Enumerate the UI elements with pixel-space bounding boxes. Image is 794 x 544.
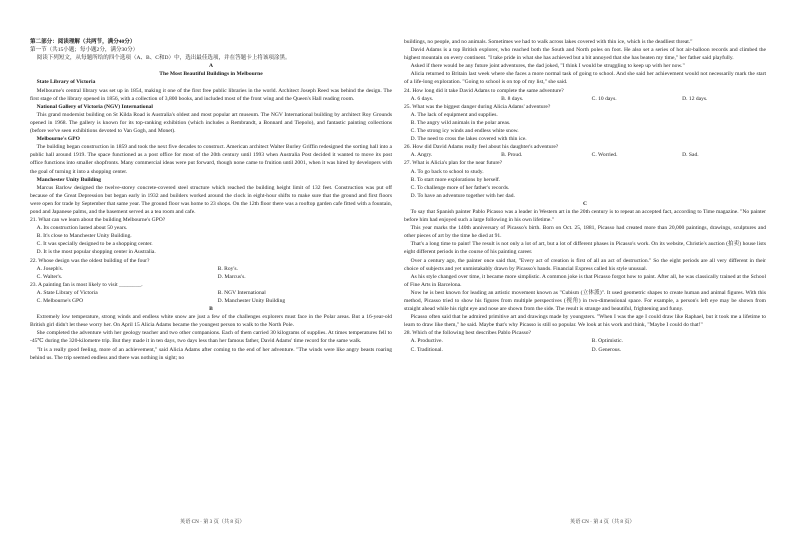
option: A. Angry. xyxy=(410,152,433,159)
option-row xyxy=(404,346,766,354)
option: A. State Library of Victoria xyxy=(36,289,98,296)
option: B. Roy's. xyxy=(217,265,238,272)
option-row xyxy=(30,297,392,305)
passage-paragraph: This year marks the 140th anniversary of Picasso's birth. Born on Oct. 25, 1881, Picasso had created more than 20,000 paintings, drawings, sculptures and other pieces of art by the time he died at 91. xyxy=(404,225,766,240)
option-row xyxy=(404,95,766,103)
right-column xyxy=(404,38,766,354)
passage-paragraph: Picasso often said that he admired primitive art and drawings made by youngsters. "When I was the age I could draw like Raphael, but it took me a lifetime to learn to draw like them," he said. Maybe that's why Picasso is still so popular. We look at his work and think, "Maybe I could do that!" xyxy=(404,314,766,329)
option: A. Joseph's. xyxy=(36,265,64,272)
building-name: Melbourne's GPO xyxy=(36,136,80,143)
option: D. Marcus's. xyxy=(217,273,246,280)
option: C. Melbourne's GPO xyxy=(36,298,84,304)
building-name: Manchester Unity Building xyxy=(36,176,101,183)
part-title: 第二部分：阅读理解（共两节，满分40分） xyxy=(30,39,136,45)
left-column xyxy=(30,38,392,362)
passage-paragraph: Over a century ago, the painter once said that, "Every act of creation is first of all an act of destruction." So the eight periods are all very different in their choice of subjects and yet unmistakably drawn by Picasso's hands. Financial Express called his style unusual. xyxy=(404,257,766,272)
option: C. To challenge more of her father's records. xyxy=(410,184,510,191)
building-description: Melbourne's central library was set up in 1854, making it one of the first free public libraries in the world. Architect Joseph Reed was behind the design. The first stage of the library opened in 1856, with a collection of 3,800 books, and included most of the front wing and the Queen's Hall reading room. xyxy=(30,87,392,102)
question-25: 25. What was the biggest danger during Alicia Adams' adventure? xyxy=(404,103,551,110)
passage-paragraph: Alicia returned to Britain last week where she faces a more normal task of going to school. And she said her achievement would not necessarily mark the start of a life-long exploration. "Going to school is on top of my list," she said. xyxy=(404,71,766,86)
option: A. To go back to school to study. xyxy=(410,168,484,175)
option: B. 8 days. xyxy=(501,95,524,102)
question-22: 22. Whose design was the oldest building of the four? xyxy=(30,257,150,264)
section-title: 第一节（共15小题；每小题2分，满分30分） xyxy=(30,47,139,54)
question-23: 23. A painting fan is most likely to visit ________. xyxy=(30,281,143,288)
option: C. The strong icy winds and endless white snow. xyxy=(410,128,519,135)
passage-paragraph: As his style changed over time, it became more simplistic. A common joke is that Picasso forgot how to paint. After all, he was classically trained at the School of Fine Arts in Barcelona. xyxy=(404,273,766,288)
question-28: 28. Which of the following best describes Pablo Picasso? xyxy=(404,330,531,337)
option: D. It is the most popular shopping center in Australia. xyxy=(36,249,156,256)
question-26: 26. How did David Adams really feel about his daughter's adventure? xyxy=(404,144,559,151)
passage-paragraph: David Adams is a top British explorer, who reached both the South and North poles on foot. He also set a series of hot air-balloon records and climbed the highest mountain on every continent. "I take pride in what she has achieved but a bit annoyed that she has beaten my time," her father said playfully. xyxy=(404,47,766,62)
option: A. Productive. xyxy=(410,338,443,345)
passage-paragraph: Now he is best known for leading an artistic movement known as "Cubism (立体派)". It used geometric shapes to create human and animal figures. With this method, Picasso tried to show his figures from multiple perspectives (视角) in two-dimensional space. For example, a person's left eye may be shown from straight ahead while his right eye and nose are shown from the side. The result is strange and beautiful, frightening and funny. xyxy=(404,289,766,313)
option: C. Traditional. xyxy=(410,346,443,353)
option: C. Walter's. xyxy=(36,273,63,280)
option: A. 6 days. xyxy=(410,95,434,102)
option: D. 12 days. xyxy=(682,95,708,102)
option-row xyxy=(404,337,766,345)
passage-c-letter: C xyxy=(582,200,587,207)
instruction: 阅读下列短文，从每题所给的四个选项（A、B、C和D）中，选出最佳选项，并在答题卡上将该项涂黑。 xyxy=(36,55,291,62)
option: B. To start more explorations by herself. xyxy=(410,176,501,183)
question-24: 24. How long did it take David Adams to complete the same adventure? xyxy=(404,87,564,94)
question-21: 21. What can we learn about the building Melbourne's GPO? xyxy=(30,217,166,224)
option: B. Optimistic. xyxy=(591,338,623,345)
question-27: 27. What is Alicia's plan for the near future? xyxy=(404,160,503,167)
building-description: The building began construction in 1859 and took the next five decades to construct. American architect Walter Burley Griffin redesigned the sorting hall into a public hall around 1919. The space functioned as a post office for most of the 20th century until 1993 when Australia Post decided it wanted to move its post office functions into smaller shopfronts. Many commercial ideas were put forward, though none came to fruition until 2001, when it was hired by developers with the goal of turning it into a shopping center. xyxy=(30,144,392,175)
option: A. Its construction lasted about 50 years. xyxy=(36,225,128,232)
option: B. It's close to Manchester Unity Building. xyxy=(36,233,132,240)
option: D. Generous. xyxy=(591,346,622,353)
option-row xyxy=(30,289,392,297)
passage-paragraph: buildings, no people, and no animals. Sometimes we had to walk across lakes covered with thin ice, which is the deadliest threat." xyxy=(404,39,693,45)
page-footer-right: 英语 CN · 第 4 页（共 8 页） xyxy=(570,519,635,525)
option: B. Proud. xyxy=(501,152,523,159)
building-description: This grand modernist building on St Kilda Road is Australia's oldest and most popular art museum. The NGV International building by architect Roy Grounds opened in 1968. The gallery is known for its top-ranking exhibition (which includes a Rembrandt, a Bonnard and Tiepolo), and fantastic painting collections (before we've seen exhibitions devoted to Van Gogh, and Monet). xyxy=(30,111,392,135)
option: B. The angry wild animals in the polar areas. xyxy=(410,119,511,126)
option: B. NGV International xyxy=(217,289,266,296)
option: D. Manchester Unity Building xyxy=(217,298,286,304)
passage-paragraph: She completed the adventure with her geology teacher and two other companions. Each of them carried 30 kilograms of supplies. At times temperatures fell to -45℃ during the 320-kilometre trip. But they made it in ten days, two days less than her famous father, David Adams' time record for the same walk. xyxy=(30,330,392,345)
option-row xyxy=(30,273,392,281)
passage-paragraph: Extremely low temperature, strong winds and endless white snow are just a few of the challenges explorers must face in the Polar areas. But a 16-year-old British girl didn't let these worry her. On April 15 Alicia Adams became the youngest person to walk to the North Pole. xyxy=(30,314,392,329)
option: C. Worried. xyxy=(591,152,618,159)
page-footer-left: 英语 CN · 第 3 页（共 8 页） xyxy=(180,519,245,525)
passage-a-letter: A xyxy=(208,63,213,70)
passage-paragraph: To say that Spanish painter Pablo Picasso was a leader in Western art in the 20th century is to repeat an accepted fact, according to Time magazine. "No painter before him had enjoyed such a large following in his own lifetime." xyxy=(404,208,766,224)
building-name: State Library of Victoria xyxy=(36,79,96,86)
building-description: Marcus Barlow designed the twelve-storey concrete-covered steel structure which reached the building height limit of 132 feet. Construction was put off because of the Great Depression but began early in 1932 and builders worked around the clock in eight-hour shifts to make sure that the ground and first floors were open for trade by September that same year. The ground floor was home to 23 shops. On the 12th floor there was a rooftop garden cafe fitted with a fountain, pond and Japanese palms, and the basement served as a tea room and cafe. xyxy=(30,184,392,215)
option: D. To have an adventure together with her dad. xyxy=(410,192,515,199)
passage-paragraph: That's a long time to paint! The result is not only a lot of art, but a lot of different phases in Picasso's work. On its website, Christie's auction (拍卖) house lists eight different periods in the course of his painting career. xyxy=(404,241,766,256)
passage-paragraph: "It is a really good feeling, more of an achievement," said Alicia Adams after coming to the end of her adventure. "The winds were like angry beasts roaring behind us. The trip seemed endless and there was nothing in sight; no xyxy=(30,346,392,361)
option: A. The lack of equipment and supplies. xyxy=(410,111,498,118)
option-row xyxy=(404,151,766,159)
building-name: National Gallery of Victoria (NGV) International xyxy=(36,103,153,110)
option: C. It was specially designed to be a shopping center. xyxy=(36,241,153,248)
passage-a-title: The Most Beautiful Buildings in Melbourne xyxy=(159,71,263,78)
option: D. Sad. xyxy=(682,152,699,159)
option-row xyxy=(30,265,392,273)
option: C. 10 days. xyxy=(591,95,617,102)
passage-b-letter: B xyxy=(209,306,213,313)
passage-paragraph: Asked if there would be any future joint adventures, the dad joked, "I think I would be struggling to keep up with her now." xyxy=(410,63,685,70)
option: D. The need to cross the lakes covered with thin ice. xyxy=(410,136,527,143)
